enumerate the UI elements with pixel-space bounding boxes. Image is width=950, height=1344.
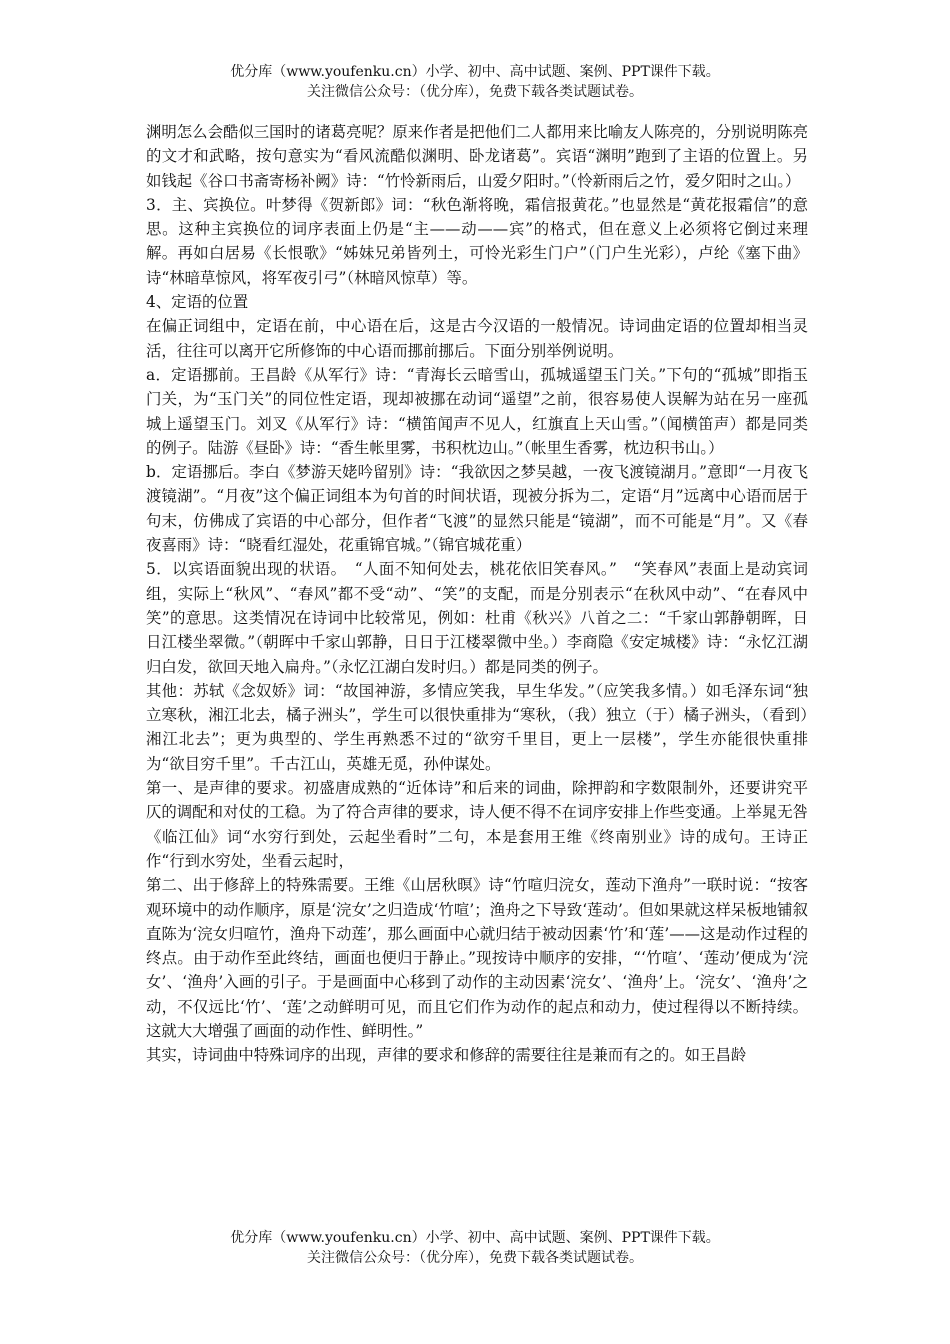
paragraph: 第一、是声律的要求。初盛唐成熟的“近体诗”和后来的词曲，除押韵和字数限制外，还要讲究平仄的调配和对仗的工稳。为了符合声律的要求，诗人便不得不在词序安排上作些变通。上举晁无咎《临江仙》词“水穷行到处，云起坐看时”二句，本是套用王维《终南别业》诗的成句。王诗正作“行到水穷处，坐看云起时， (146, 779, 808, 870)
paragraph: 第二、出于修辞上的特殊需要。王维《山居秋暝》诗“竹喧归浣女，莲动下渔舟”一联时说：“按客观环境中的动作顺序，原是‘浣女’之归造成‘竹喧’；渔舟之下导致‘莲动’。但如果就这样呆板地铺叙直陈为‘浣女归喧竹，渔舟下动莲’，那么画面中心就归结于被动因素‘竹’和‘莲’——这是动作过程的终点。由于动作至此终结，画面也便归于静止。”现按诗中顺序的安排，“‘竹喧’、‘莲动’便成为‘浣女’、‘渔舟’入画的引子。于是画面中心移到了动作的主动因素‘浣女’、‘渔舟’上。‘浣女’、‘渔舟’之动，不仅远比‘竹’、‘莲’之动鲜明可见，而且它们作为动作的起点和动力，使过程得以不断持续。这就大大增强了画面的动作性、鲜明性。” (146, 876, 808, 1040)
paragraph: 在偏正词组中，定语在前，中心语在后，这是古今汉语的一般情况。诗词曲定语的位置却相当灵活，往往可以离开它所修饰的中心语而挪前挪后。下面分别举例说明。 (146, 317, 808, 360)
header-line-2: 关注微信公众号：（优分库），免费下载各类试题试卷。 (307, 84, 643, 100)
paragraph: 其实，诗词曲中特殊词序的出现，声律的要求和修辞的需要往往是兼而有之的。如王昌龄 (146, 1046, 747, 1065)
page-header (0, 62, 950, 102)
footer-line-1: 优分库（www.youfenku.cn）小学、初中、高中试题、案例、PPT课件下载。 (230, 1230, 720, 1246)
section-heading: 4、定语的位置 (146, 293, 249, 312)
paragraph: b．定语挪后。李白《梦游天姥吟留别》诗：“我欲因之梦吴越，一夜飞渡镜湖月。”意即“一月夜飞渡镜湖”。“月夜”这个偏正词组本为句首的时间状语，现被分拆为二，定语“月”远离中心语而居于句末，仿佛成了宾语的中心部分，但作者“飞渡”的显然只能是“镜湖”，而不可能是“月”。又《春夜喜雨》诗：“晓看红湿处，花重锦官城。”（锦官城花重） (146, 463, 808, 555)
paragraph: 其他：苏轼《念奴娇》词：“故国神游，多情应笑我，早生华发。”（应笑我多情。）如毛泽东词“独立寒秋，湘江北去，橘子洲头”，学生可以很快重排为“寒秋，（我）独立（于）橘子洲头，（看到）湘江北去”；更为典型的、学生再熟悉不过的“欲穷千里目，更上一层楼”，学生亦能很快重排为“欲目穷千里”。千古江山，英雄无觅，孙仲谋处。 (146, 681, 808, 773)
page-footer (0, 1228, 950, 1268)
footer-line-2: 关注微信公众号：（优分库），免费下载各类试题试卷。 (307, 1250, 643, 1266)
document-body (146, 120, 808, 1068)
header-line-1: 优分库（www.youfenku.cn）小学、初中、高中试题、案例、PPT课件下载。 (230, 64, 720, 80)
paragraph: 渊明怎么会酷似三国时的诸葛亮呢？原来作者是把他们二人都用来比喻友人陈亮的，分别说明陈亮的文才和武略，按句意实为“看风流酷似渊明、卧龙诸葛”。宾语“渊明”跑到了主语的位置上。另如钱起《谷口书斋寄杨补阙》诗：“竹怜新雨后，山爱夕阳时。”（怜新雨后之竹，爱夕阳时之山。） (146, 123, 808, 190)
paragraph: 5．以宾语面貌出现的状语。 “人面不知何处去，桃花依旧笑春风。” “笑春风”表面上是动宾词组，实际上“秋风”、“春风”都不受“动”、“笑”的支配，而是分别表示“在秋风中动”、“在春风中笑”的意思。这类情况在诗词中比较常见，例如：杜甫《秋兴》八首之二：“千家山郭静朝晖，日日江楼坐翠微。”（朝晖中千家山郭静，日日于江楼翠微中坐。）李商隐《安定城楼》诗：“永忆江湖归白发，欲回天地入扁舟。”（永忆江湖白发时归。）都是同类的例子。 (146, 560, 808, 676)
paragraph: a．定语挪前。王昌龄《从军行》诗：“青海长云暗雪山，孤城遥望玉门关。”下句的“孤城”即指玉门关，为“玉门关”的同位性定语，现却被挪在动词“遥望”之前，很容易使人误解为站在另一座孤城上遥望玉门。刘叉《从军行》诗：“横笛闻声不见人，红旗直上天山雪。”（闻横笛声）都是同类的例子。陆游《昼卧》诗：“香生帐里雾，书积枕边山。”（帐里生香雾，枕边积书山。） (146, 365, 808, 457)
paragraph: 3．主、宾换位。叶梦得《贺新郎》词：“秋色渐将晚，霜信报黄花。”也显然是“黄花报霜信”的意思。这种主宾换位的词序表面上仍是“主——动——宾”的格式，但在意义上必须将它倒过来理解。再如白居易《长恨歌》“姊妹兄弟皆列土，可怜光彩生门户”（门户生光彩），卢纶《塞下曲》诗“林暗草惊风，将军夜引弓”（林暗风惊草）等。 (146, 195, 808, 287)
